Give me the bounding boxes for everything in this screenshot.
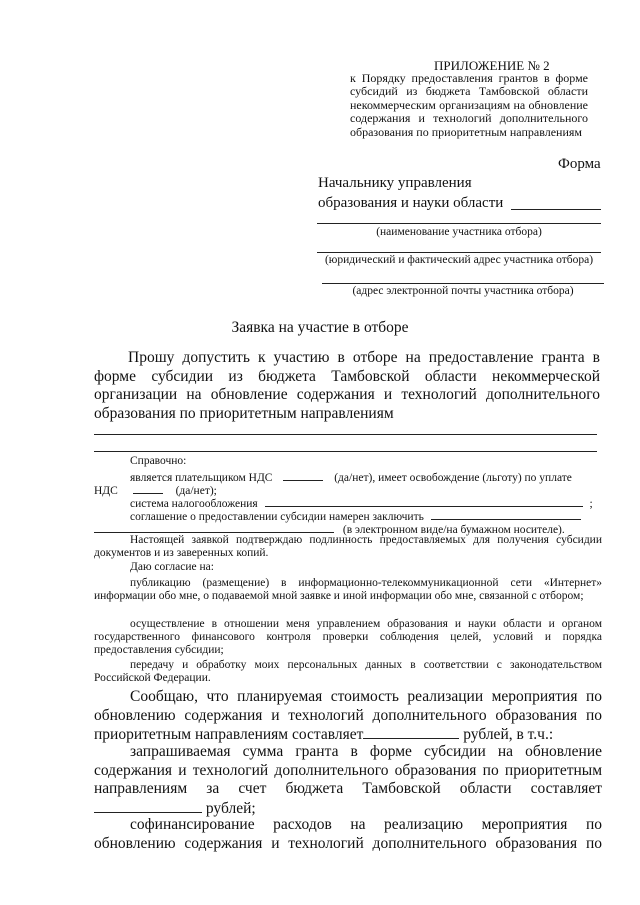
agreement-form-field-2[interactable] (94, 521, 334, 533)
participant-name-field[interactable] (317, 222, 601, 224)
cost-text-2b: рублей; (205, 799, 256, 817)
tax-end: ; (589, 498, 593, 510)
tax-text: система налогообложения (130, 498, 258, 510)
addressee-blank-line[interactable] (511, 208, 601, 210)
cost-paragraph-1 (94, 688, 602, 745)
agreement-form-field[interactable] (431, 508, 581, 520)
vat-text-c: НДС (94, 485, 118, 497)
cost-paragraph-3: софинансирование расходов на реализацию мероприятия по обновлению содержания и технологий дополнительного образования по (94, 816, 602, 852)
cost-text-2a: запрашиваемая сумма гранта в форме субсидии на обновление содержания и технологий дополнительного образования по приоритетным направлениям за счет бюджета Тамбовской области составляет (94, 743, 602, 797)
participant-email-caption: (адрес электронной почты участника отбора) (352, 285, 574, 297)
form-label: Форма (558, 156, 601, 172)
vat-text-b: (да/нет), имеет освобождение (льготу) по уплате (334, 472, 572, 484)
grant-amount-field[interactable] (94, 799, 202, 813)
appendix-text: к Порядку предоставления грантов в форме субсидий из бюджета Тамбовской области некоммерческим организациям на обновление содержания и технологий дополнительного образования по приоритетным направлениям (350, 71, 588, 139)
cost-text-1b: рублей, в т.ч.: (463, 726, 554, 743)
request-blank-line-2[interactable] (94, 450, 597, 452)
participant-address-field[interactable] (317, 251, 601, 253)
vat-status-field[interactable] (283, 469, 323, 481)
tax-system-field[interactable] (265, 495, 583, 507)
vat-exemption-field[interactable] (133, 482, 163, 494)
vat-text-d: (да/нет); (175, 485, 217, 497)
appendix-title: ПРИЛОЖЕНИЕ № 2 (434, 58, 550, 73)
request-paragraph (94, 349, 600, 423)
consent-label: Даю согласие на: (130, 561, 214, 573)
participant-name-caption: (наименование участника отбора) (376, 226, 542, 238)
cost-text-1a: Сообщаю, что планируемая стоимость реализации мероприятия по обновлению содержания и технологий дополнительного образования по приоритетным направлениям составляет (94, 688, 602, 743)
addressee-line-2: образования и науки области (318, 195, 504, 211)
agreement-text: соглашение о предоставлении субсидии намерен заключить (130, 511, 424, 523)
reference-label: Справочно: (130, 455, 187, 467)
document-title: Заявка на участие в отборе (231, 319, 409, 336)
addressee-line-1: Начальнику управления (318, 175, 472, 191)
consent-item-2: осуществление в отношении меня управлением образования и науки области и органом государственного финансового контроля проверки соблюдения целей, условий и порядка предоставления субсидии; (94, 618, 602, 657)
cost-paragraph-2 (94, 743, 602, 818)
planned-cost-field[interactable] (363, 725, 459, 739)
agreement-end: (в электронном виде/на бумажном носителе). (342, 524, 565, 536)
confirm-paragraph: Настоящей заявкой подтверждаю подлинность предоставляемых для получения субсидии документов и из заверенных копий. (94, 534, 602, 560)
request-blank-line-1[interactable] (94, 433, 597, 435)
participant-email-field[interactable] (322, 282, 604, 284)
consent-item-3: передачу и обработку моих персональных данных в соответствии с законодательством Российской Федерации. (94, 659, 602, 685)
consent-item-1: публикацию (размещение) в информационно-телекоммуникационной сети «Интернет» информации обо мне, о подаваемой мной заявке и иной информации обо мне, связанной с отбором; (94, 577, 602, 603)
participant-address-caption: (юридический и фактический адрес участника отбора) (324, 254, 594, 266)
request-text: Прошу допустить к участию в отборе на предоставление гранта в форме субсидии из бюджета Тамбовской области некоммерческой организации на обновление содержания и технологий дополнительного образования по приоритетным направлениям (94, 349, 600, 422)
vat-text-a: является плательщиком НДС (130, 472, 273, 484)
